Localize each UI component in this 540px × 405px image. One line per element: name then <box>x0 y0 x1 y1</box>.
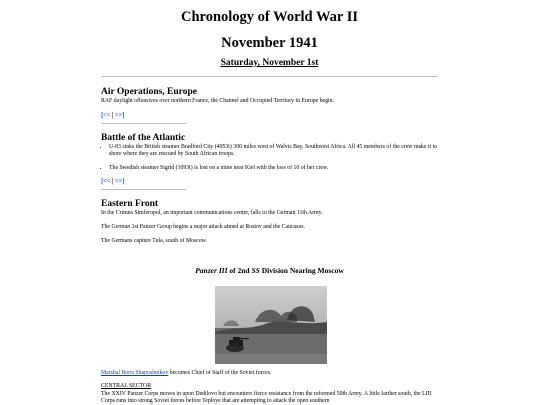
section-title-atlantic: Battle of the Atlantic <box>101 133 186 143</box>
nav-air-operations <box>101 111 124 119</box>
caption-part: of 2nd <box>227 266 252 275</box>
paragraph: The German 1st Panzer Group begins a major attack aimed at Rostov and the Caucasus. <box>101 224 305 230</box>
caption-part: Division Nearing Moscow <box>259 266 344 275</box>
photo-caption <box>101 266 438 275</box>
section-list-atlantic-2 <box>101 165 438 172</box>
section-text-air-operations: RAF daylight offensives over northern France, the Channel and Occupied Territory in Europe begin. <box>101 98 334 104</box>
list-item: • The Swedish steamer Sigrid (1093t) is lost on a mine near Kiel with the loss of 10 of her crew. <box>109 165 438 172</box>
nav-next-link[interactable]: >>] <box>114 111 124 119</box>
section-title-eastern-front: Eastern Front <box>101 199 159 209</box>
nav-next-link[interactable]: >>] <box>114 177 124 185</box>
caption-part: SS <box>251 266 260 275</box>
page-title: Chronology of World War II <box>181 9 358 25</box>
section-list-atlantic <box>101 144 438 158</box>
section-title-air-operations: Air Operations, Europe <box>101 87 197 97</box>
paragraph-text: becomes Chief of Staff of the Soviet forces. <box>168 370 272 376</box>
shaposhnikov-link[interactable]: Marshal Boris Shaposhnikov <box>101 370 169 376</box>
caption-part: Panzer III <box>195 266 228 275</box>
paragraph-shaposhnikov <box>101 370 438 377</box>
nav-prev-link[interactable]: [<< <box>101 177 111 185</box>
month-title: November 1941 <box>221 35 318 51</box>
date-heading: Saturday, November 1st <box>220 58 319 68</box>
nav-separator: | <box>111 177 114 185</box>
divider <box>101 76 438 77</box>
central-sector-text: The XXIV Panzer Corps moves in upon Dedilovo but encounters fierce resistance from the reformed 50th Army. A little farther south, the LIII Corps runs into strong Soviet forces before Teploye that are attempting to attack the open southern <box>101 391 432 404</box>
nav-prev-link[interactable]: [<< <box>101 111 111 119</box>
tank-photo <box>215 286 327 364</box>
paragraph: The Germans capture Tula, south of Moscow. <box>101 238 207 244</box>
central-sector-heading: CENTRAL SECTOR <box>101 383 152 389</box>
nav-separator: | <box>111 111 114 119</box>
small-divider <box>101 123 186 124</box>
tank-photo-graphic <box>215 286 327 364</box>
nav-atlantic <box>101 177 124 185</box>
paragraph: In the Crimea Simferopol, an important communications center, falls to the German 11th Army. <box>101 210 323 216</box>
list-item: • U-83 sinks the British steamer Bradford City (4953t) 300 miles west of Walvis Bay, Southwest Africa. All 45 members of the crew make it to shore where they are rescued by South African troops. <box>109 144 438 158</box>
small-divider <box>101 189 186 190</box>
